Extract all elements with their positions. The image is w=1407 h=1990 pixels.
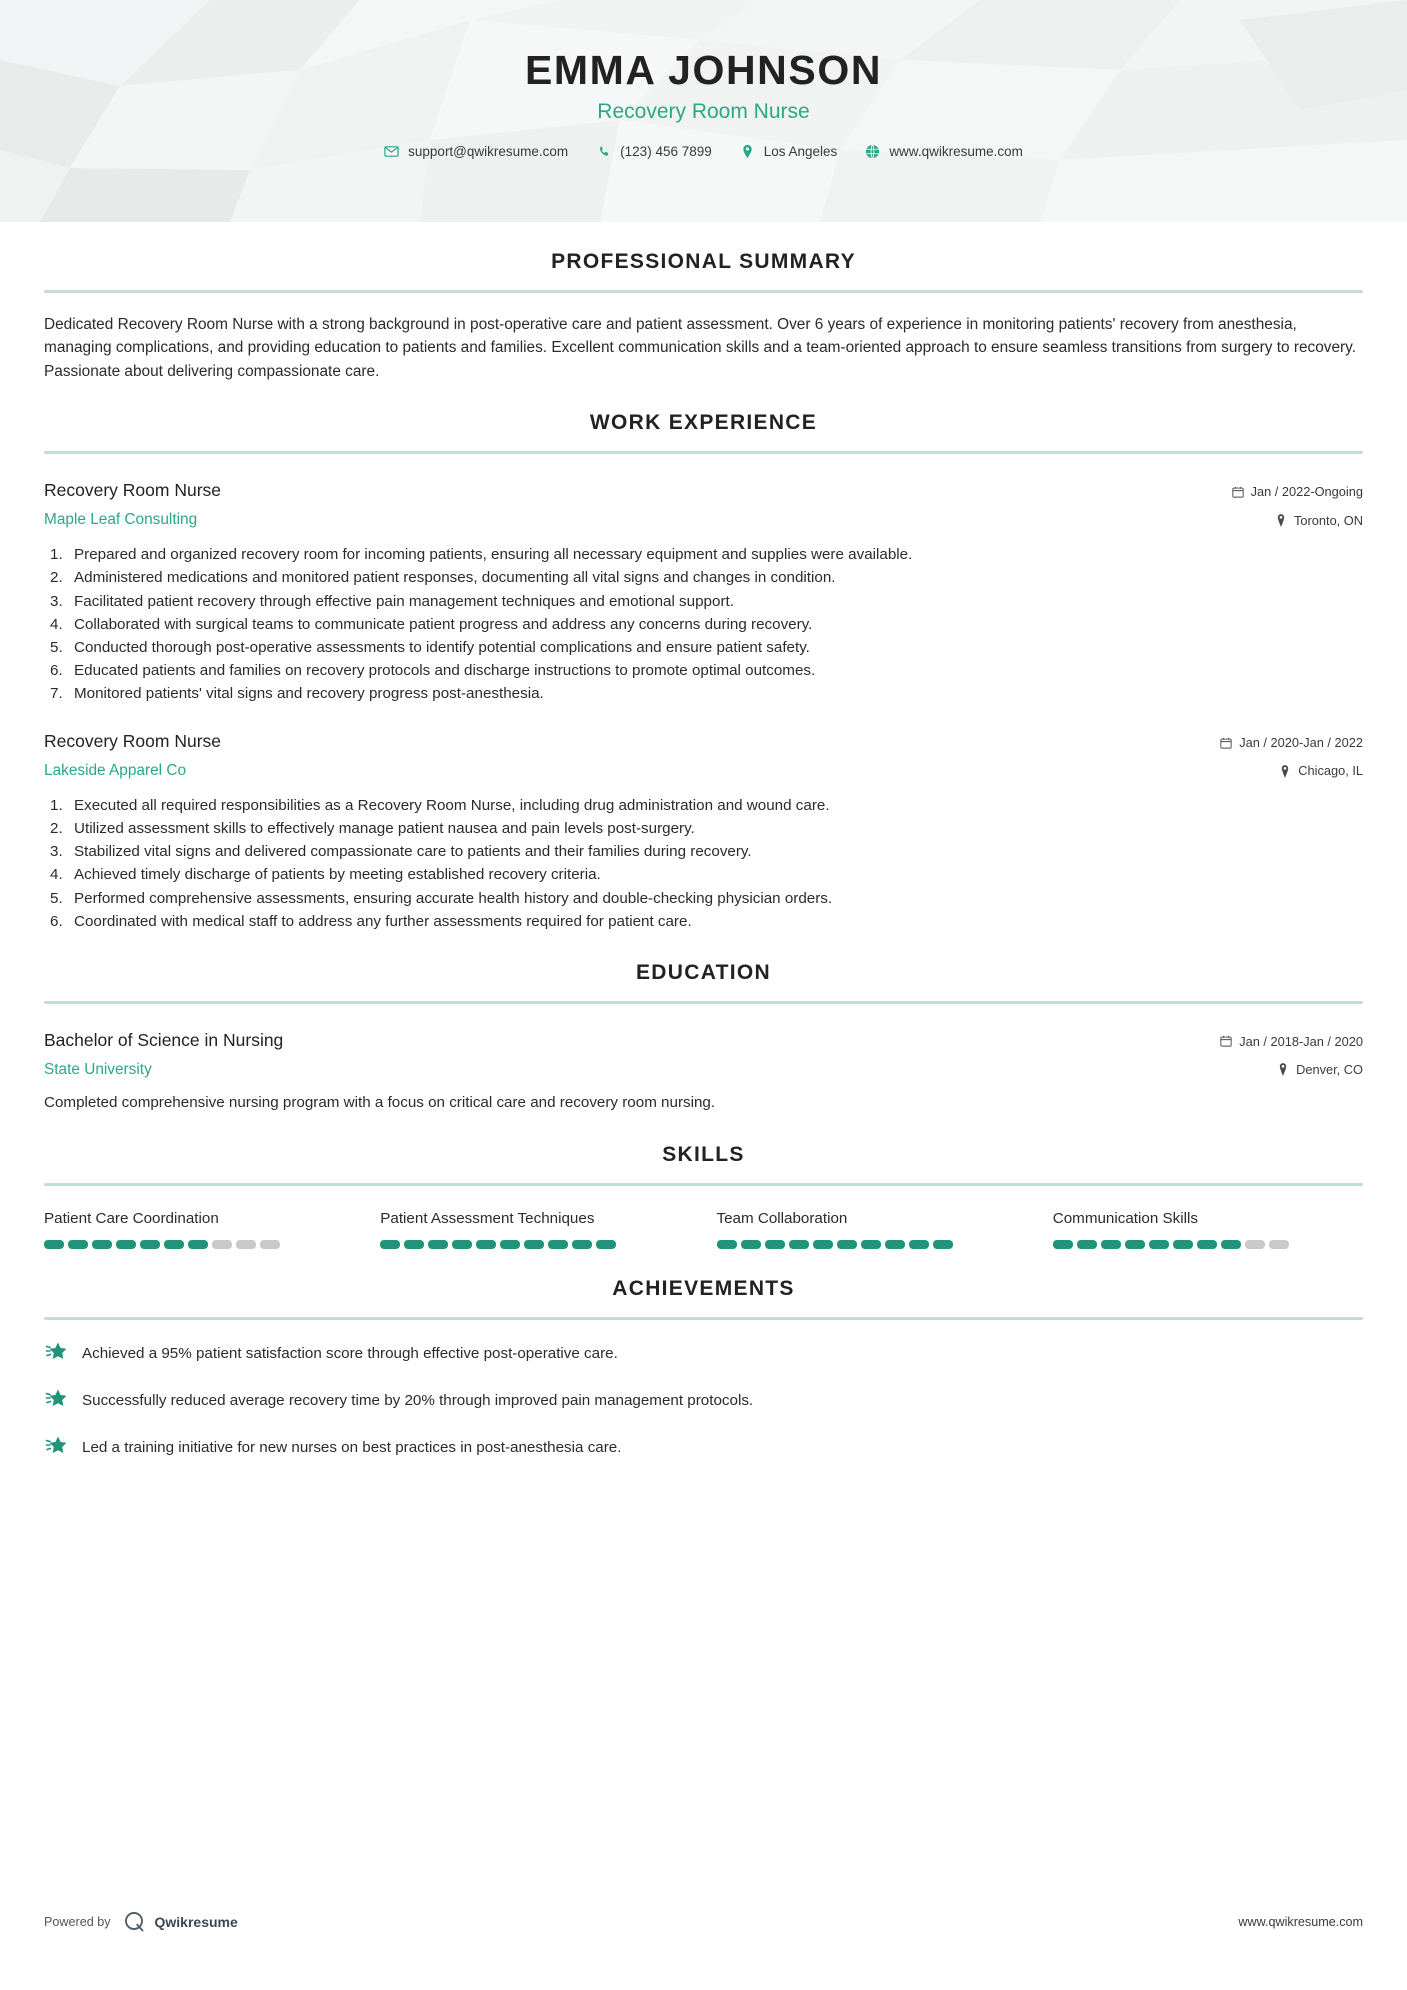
skill-segment <box>1269 1240 1289 1249</box>
education-dates-text: Jan / 2018-Jan / 2020 <box>1239 1033 1363 1049</box>
work-entry-left <box>44 731 221 780</box>
job-dates-text: Jan / 2020-Jan / 2022 <box>1239 735 1363 750</box>
skill-segment <box>188 1240 208 1249</box>
education-entry-header <box>44 1030 1363 1079</box>
skill-segment <box>92 1240 112 1249</box>
skill-segment <box>524 1240 544 1249</box>
location-pin-icon <box>740 144 755 159</box>
job-dates-line <box>1232 484 1363 499</box>
calendar-icon <box>1220 736 1232 749</box>
envelope-icon <box>384 144 399 159</box>
skill-segment <box>380 1240 400 1249</box>
job-bullet: Administered medications and monitored patient responses, documenting all vital signs and changes in condition. <box>74 569 836 587</box>
map-marker-icon <box>1277 1063 1289 1076</box>
job-bullet: Stabilized vital signs and delivered compassionate care to patients and their families during recovery. <box>74 843 752 861</box>
skill-segment <box>789 1240 809 1249</box>
skills-grid <box>44 1208 1363 1250</box>
skill-segment <box>140 1240 160 1249</box>
skill-segment <box>596 1240 616 1249</box>
skill-segment <box>116 1240 136 1249</box>
work-entry-meta <box>1232 480 1363 528</box>
work-entry <box>44 731 1363 933</box>
job-bullet: Achieved timely discharge of patients by meeting established recovery criteria. <box>74 866 601 884</box>
skill-segment <box>933 1240 953 1249</box>
achievements-list <box>44 1342 1363 1459</box>
contact-item-website <box>851 144 1037 159</box>
globe-icon <box>865 144 880 159</box>
skill-segment <box>236 1240 256 1249</box>
resume-body <box>0 250 1407 1459</box>
work-entry-header <box>44 480 1363 529</box>
map-marker-icon <box>1275 514 1287 527</box>
contact-location-text: Los Angeles <box>763 144 838 160</box>
section-title-achievements: ACHIEVEMENTS <box>612 1277 795 1301</box>
work-entry-header <box>44 731 1363 780</box>
job-title: Recovery Room Nurse <box>44 480 221 501</box>
skill-segment <box>68 1240 88 1249</box>
job-location-text: Toronto, ON <box>1294 512 1363 528</box>
education-entry <box>44 1030 1363 1115</box>
skill-segment <box>212 1240 232 1249</box>
skill-segment <box>1221 1240 1241 1249</box>
contact-item-location <box>726 144 852 159</box>
skill-segment <box>885 1240 905 1249</box>
contact-phone-text: (123) 456 7899 <box>620 144 712 160</box>
skill-label: Team Collaboration <box>716 1209 848 1227</box>
skill-segment <box>1149 1240 1169 1249</box>
skill-segment <box>44 1240 64 1249</box>
skill-label: Patient Care Coordination <box>44 1209 219 1227</box>
achievement-text: Led a training initiative for new nurses on best practices in post-anesthesia care. <box>82 1439 622 1457</box>
section-title-summary: PROFESSIONAL SUMMARY <box>551 250 856 273</box>
job-dates-text: Jan / 2022-Ongoing <box>1250 484 1363 500</box>
skill-segment <box>909 1240 929 1249</box>
skill-segment <box>765 1240 785 1249</box>
education-location-line <box>1220 1062 1363 1077</box>
skill-segment <box>1173 1240 1193 1249</box>
skill-segment <box>1077 1240 1097 1249</box>
skill-segment <box>717 1240 737 1249</box>
skill-segment <box>428 1240 448 1249</box>
work-entry-meta <box>1220 731 1363 779</box>
section-divider <box>44 1001 1363 1004</box>
section-divider <box>44 290 1363 293</box>
job-title: Recovery Room Nurse <box>44 731 221 751</box>
skill-segment <box>1053 1240 1073 1249</box>
section-divider <box>44 1317 1363 1320</box>
job-bullet-list <box>44 543 1363 705</box>
education-entry-meta <box>1220 1030 1363 1078</box>
calendar-icon <box>1232 485 1244 498</box>
resume-header <box>0 0 1407 222</box>
section-title-skills: SKILLS <box>662 1142 745 1166</box>
job-bullet-list <box>44 794 1363 933</box>
achievement-text: Successfully reduced average recovery time by 20% through improved pain management protocols. <box>82 1392 754 1410</box>
education-entry-left <box>44 1030 283 1079</box>
job-bullet: Monitored patients' vital signs and recovery progress post-anesthesia. <box>74 684 544 702</box>
job-bullet: Prepared and organized recovery room for incoming patients, ensuring all necessary equipment and supplies were available. <box>74 546 913 564</box>
education-description: Completed comprehensive nursing program with a focus on critical care and recovery room nursing. <box>44 1093 716 1111</box>
skill-segment <box>500 1240 520 1249</box>
job-bullet: Collaborated with surgical teams to communicate patient progress and address any concerns during recovery. <box>74 615 813 633</box>
map-marker-icon <box>1279 765 1291 778</box>
degree-title: Bachelor of Science in Nursing <box>44 1029 284 1050</box>
achievement-item <box>44 1342 1363 1365</box>
section-divider <box>44 1183 1363 1186</box>
skill-segment <box>164 1240 184 1249</box>
skill-rating-bar <box>1053 1240 1363 1249</box>
skill-item <box>1053 1208 1363 1250</box>
job-dates-line <box>1220 735 1363 750</box>
skill-rating-bar <box>380 1240 690 1249</box>
company-name: Maple Leaf Consulting <box>44 511 198 529</box>
qwikresume-brand-name: Qwikresume <box>154 1914 238 1930</box>
skill-segment <box>861 1240 881 1249</box>
contact-email-text: support@qwikresume.com <box>408 144 569 160</box>
contact-item-phone <box>582 144 726 159</box>
skill-segment <box>1125 1240 1145 1249</box>
section-title-work-experience: WORK EXPERIENCE <box>589 411 818 435</box>
skill-segment <box>741 1240 761 1249</box>
skill-rating-bar <box>44 1240 354 1249</box>
skill-label: Patient Assessment Techniques <box>380 1209 595 1227</box>
job-bullet: Conducted thorough post-operative assessments to identify potential complications and ensure patient safety. <box>74 638 810 656</box>
page-footer <box>44 1910 1363 1934</box>
skill-segment <box>837 1240 857 1249</box>
school-name: State University <box>44 1060 152 1078</box>
skill-segment <box>813 1240 833 1249</box>
skill-label: Communication Skills <box>1052 1209 1198 1227</box>
skill-segment <box>1245 1240 1265 1249</box>
skill-item <box>380 1208 690 1250</box>
skill-segment <box>476 1240 496 1249</box>
skill-segment <box>260 1240 280 1249</box>
job-bullet: Performed comprehensive assessments, ensuring accurate health history and double-checking physician orders. <box>74 889 833 907</box>
skill-segment <box>404 1240 424 1249</box>
contact-item-email <box>370 144 582 159</box>
calendar-icon <box>1220 1035 1232 1048</box>
powered-by-label: Powered by <box>44 1915 111 1929</box>
star-badge-icon <box>44 1340 68 1364</box>
contact-website-text: www.qwikresume.com <box>889 144 1023 160</box>
skill-segment <box>572 1240 592 1249</box>
summary-text: Dedicated Recovery Room Nurse with a strong background in post-operative care and patient assessment. Over 6 years of experience in monitoring patients' recovery from anesthesia, managing complications, and providing education to patients and families. Excellent communication skills and a team-oriented approach to ensure seamless transitions from surgery to recovery. Passionate about delivering compassionate care. <box>44 316 1357 380</box>
skill-rating-bar <box>717 1240 1027 1249</box>
job-bullet: Educated patients and families on recovery protocols and discharge instructions to promote optimal outcomes. <box>74 661 816 679</box>
skill-segment <box>452 1240 472 1249</box>
job-location-text: Chicago, IL <box>1298 763 1363 779</box>
star-badge-icon <box>44 1387 68 1411</box>
qwikresume-logo-icon <box>123 1910 147 1934</box>
job-bullet: Facilitated patient recovery through effective pain management techniques and emotional support. <box>74 592 734 610</box>
footer-branding <box>44 1910 238 1934</box>
job-bullet: Utilized assessment skills to effectively manage patient nausea and pain levels post-surgery. <box>74 820 695 838</box>
company-name: Lakeside Apparel Co <box>44 761 187 779</box>
achievement-item <box>44 1389 1363 1412</box>
job-bullet: Coordinated with medical staff to address any further assessments required for patient care. <box>74 912 692 930</box>
contact-bar <box>0 144 1407 159</box>
footer-website: www.qwikresume.com <box>1238 1915 1363 1929</box>
star-badge-icon <box>44 1434 68 1458</box>
phone-icon <box>596 144 611 159</box>
skill-segment <box>548 1240 568 1249</box>
section-title-education: EDUCATION <box>636 960 771 984</box>
skill-item <box>44 1208 354 1250</box>
skill-segment <box>1197 1240 1217 1249</box>
achievement-text: Achieved a 95% patient satisfaction score through effective post-operative care. <box>82 1345 618 1363</box>
education-dates-line <box>1220 1034 1363 1049</box>
work-entry <box>44 480 1363 705</box>
candidate-role: Recovery Room Nurse <box>597 99 810 123</box>
skill-item <box>717 1208 1027 1250</box>
section-divider <box>44 451 1363 454</box>
skill-segment <box>1101 1240 1121 1249</box>
job-location-line <box>1220 763 1363 778</box>
job-location-line <box>1232 513 1363 528</box>
qwikresume-brand[interactable] <box>123 1910 238 1934</box>
achievement-item <box>44 1436 1363 1459</box>
job-bullet: Executed all required responsibilities as a Recovery Room Nurse, including drug administration and wound care. <box>74 797 830 815</box>
candidate-name: EMMA JOHNSON <box>524 47 883 93</box>
education-location-text: Denver, CO <box>1296 1062 1363 1078</box>
work-entry-left <box>44 480 221 529</box>
